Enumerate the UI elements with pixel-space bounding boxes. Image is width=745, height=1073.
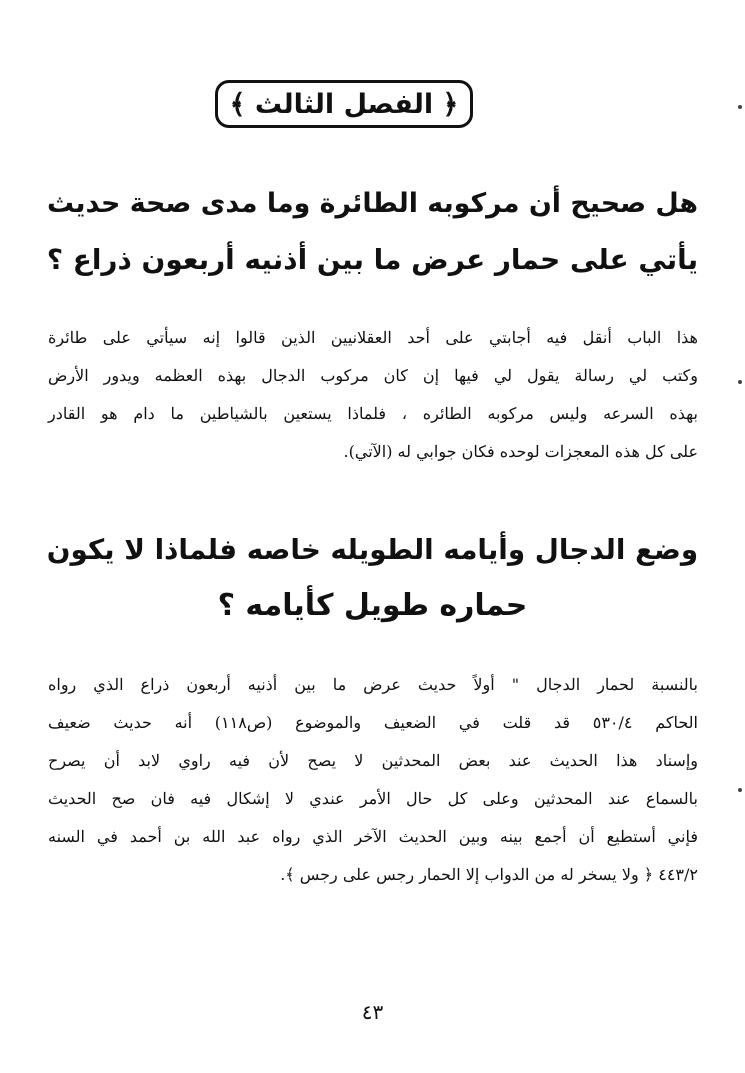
paragraph-line: بالنسبة لحمار الدجال " أولاً حديث عرض ما بين أذنيه أربعون ذراع الذي رواه (48, 675, 698, 694)
paragraph-line: وكتب لي رسالة يقول لي فيها إن كان مركوب الدجال بهذه العظمه ويدور الأرض (48, 366, 698, 385)
paragraph-line: الحاكم ٥٣٠/٤ قد قلت في الضعيف والموضوع (ص١١٨) أنه حديث ضعيف (48, 713, 698, 732)
scan-speck (738, 380, 742, 384)
paragraph-line: بالسماع عند المحدثين وعلى كل حال الأمر عندي لا إشكال فيه فان صح الحديث (48, 789, 699, 808)
section-1-paragraph (48, 319, 698, 471)
heading-line: وضع الدجال وأيامه الطويله خاصه فلماذا لا يكون (46, 533, 699, 566)
paragraph-line: فإني أستطيع أن أجمع بينه وبين الحديث الآخر الذي رواه عبد الله بن أحمد في السنه (48, 827, 698, 846)
heading-line: هل صحيح أن مركوبه الطائرة وما مدى صحة حديث (46, 188, 699, 219)
scan-speck (738, 788, 742, 792)
section-2-heading (40, 522, 705, 634)
paragraph-line: ٤٤٣/٢ ﴿ ولا يسخر له من الدواب إلا الحمار رجس على رجس ﴾. (280, 865, 698, 884)
chapter-title: ﴿ الفصل الثالث ﴾ (229, 88, 459, 120)
heading-line: يأتي على حمار عرض ما بين أذنيه أربعون ذراع ؟ (46, 243, 699, 276)
section-1-heading (40, 176, 705, 288)
heading-line: حماره طويل كأيامه ؟ (217, 588, 528, 623)
chapter-title-frame (215, 80, 473, 128)
scan-speck (738, 105, 742, 109)
paragraph-line: بهذه السرعه وليس مركوبه الطائره ، فلماذا يستعين بالشياطين ما دام هو القادر (48, 404, 698, 423)
paragraph-line: وإسناد هذا الحديث عند بعض المحدثين لا يصح لأن فيه راوي لابد أن يصرح (48, 751, 699, 770)
paragraph-line: هذا الباب أنقل فيه أجابتي على أحد العقلانيين الذين قالوا إنه سيأتي على طائرة (48, 328, 698, 347)
page-number: ٤٣ (361, 1000, 384, 1024)
paragraph-line: على كل هذه المعجزات لوحده فكان جوابي له (الآتي). (343, 442, 698, 461)
section-2-paragraph (48, 666, 698, 894)
